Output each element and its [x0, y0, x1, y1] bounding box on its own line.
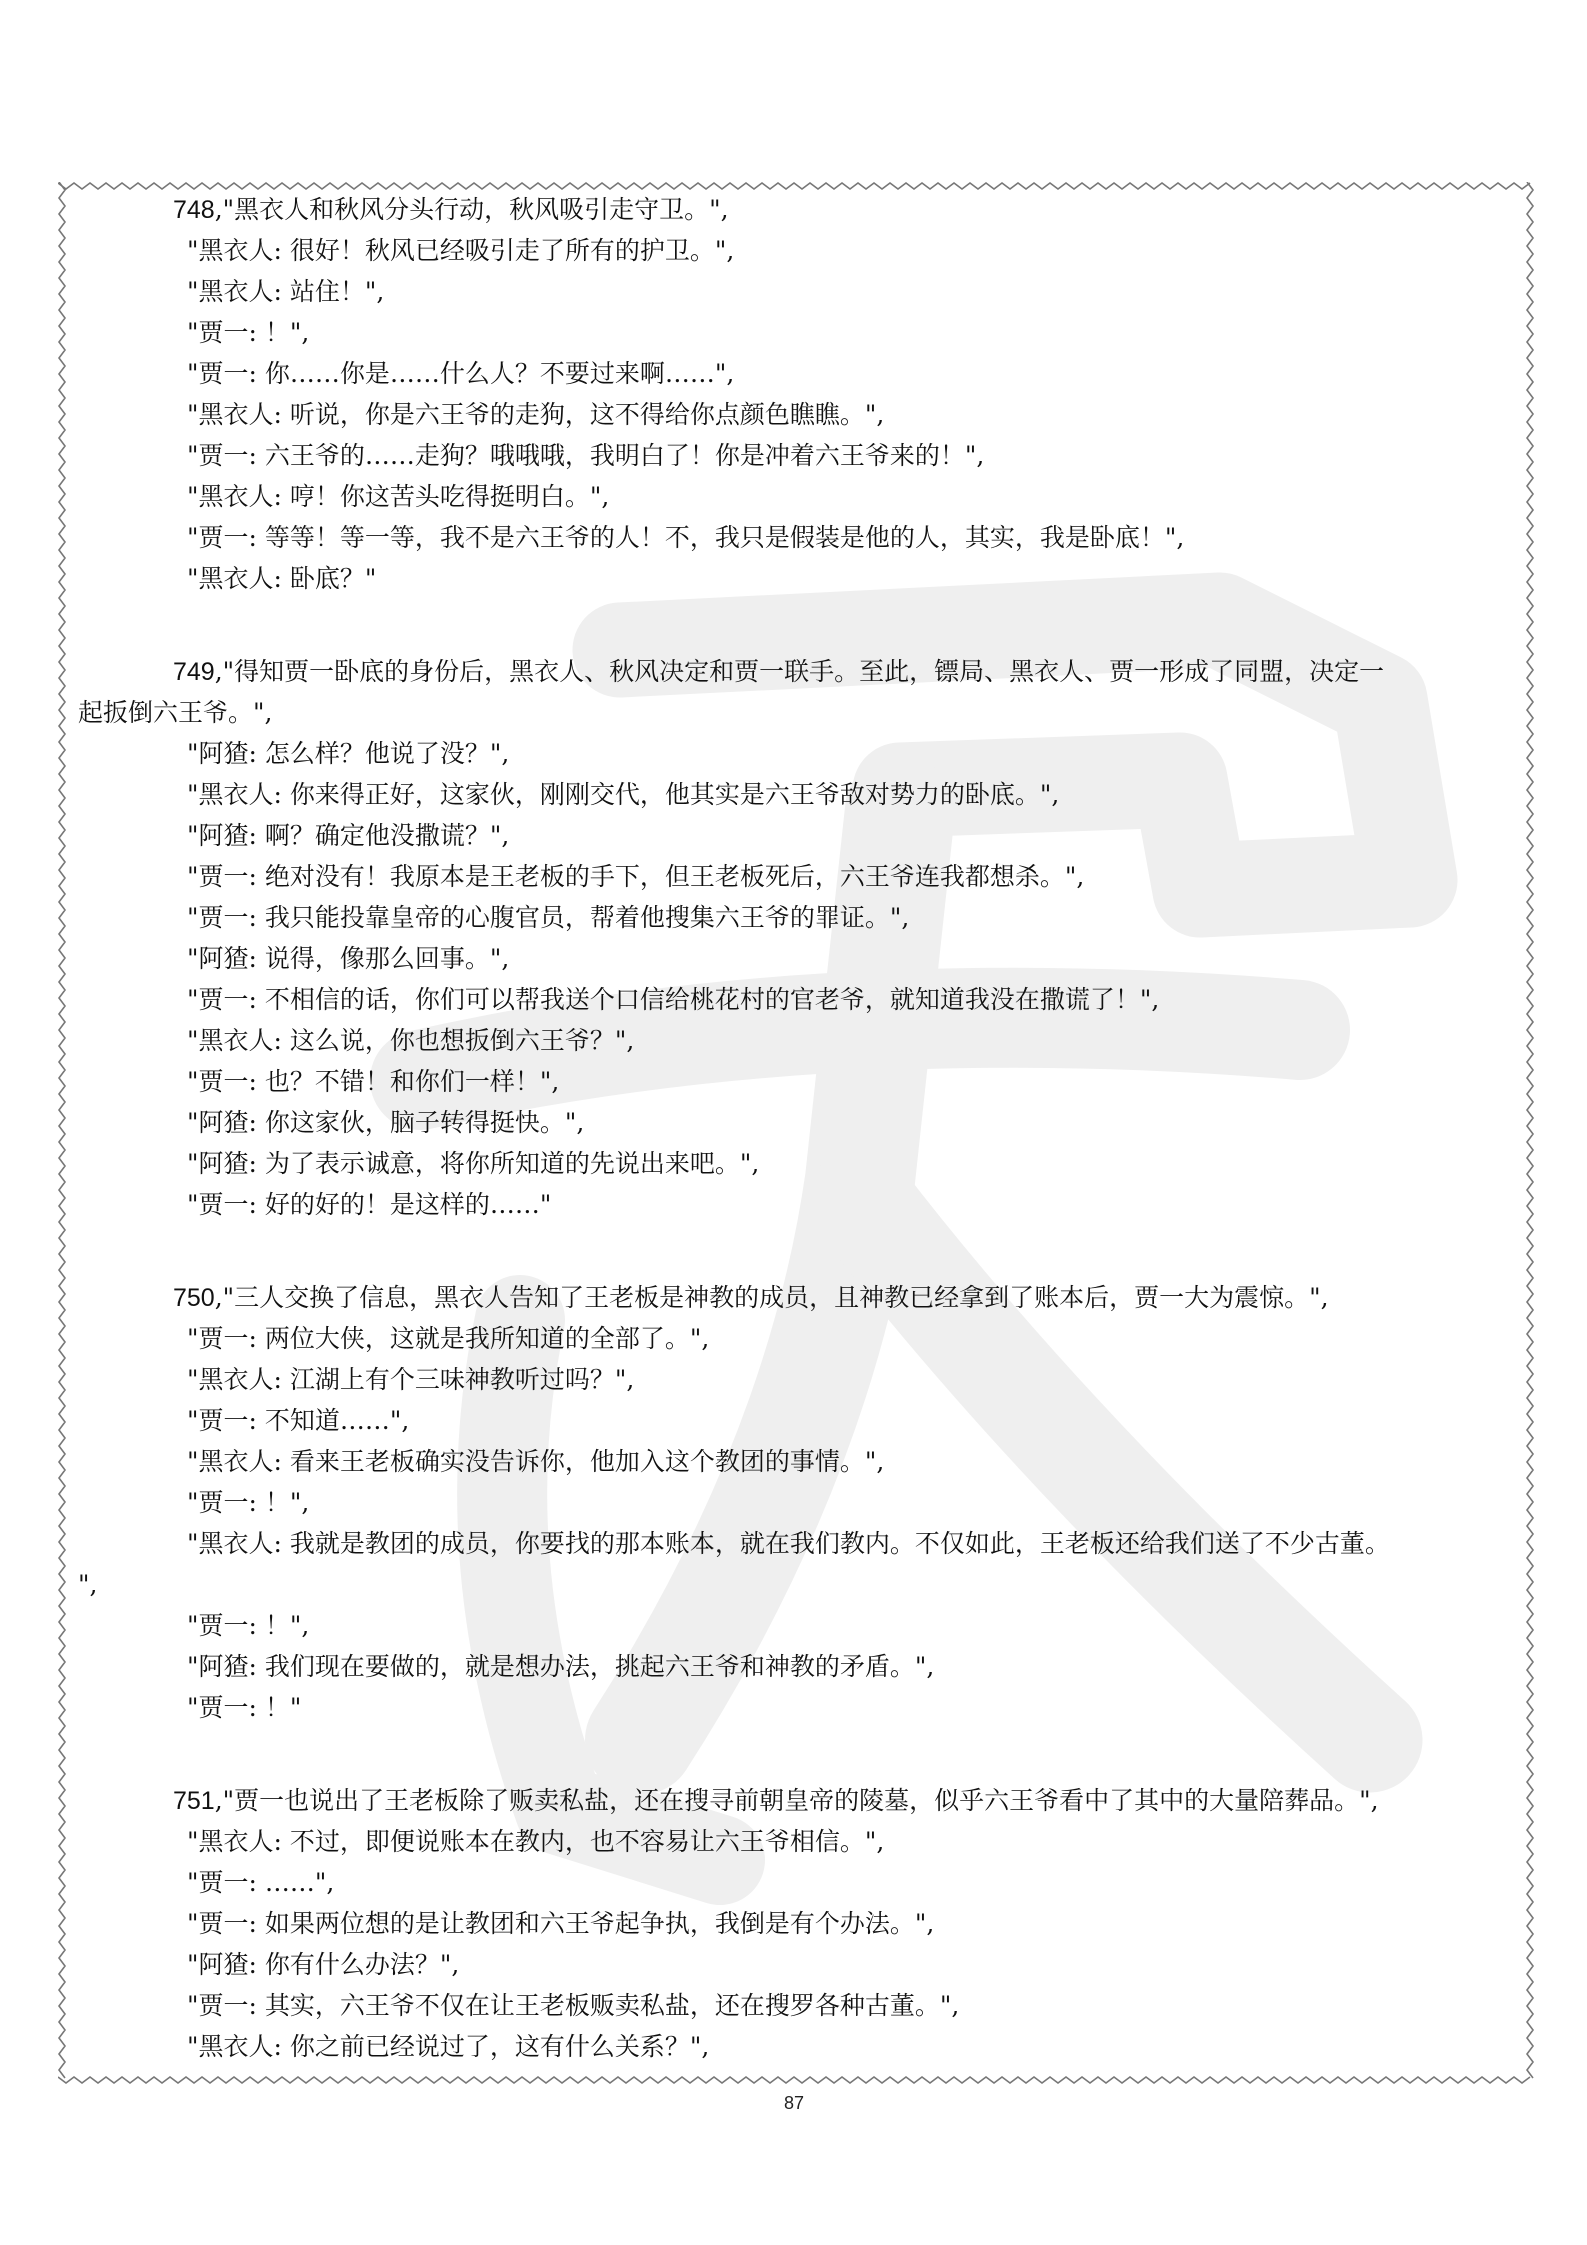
- section-heading: [173, 1281, 1329, 1315]
- dialogue-line: "黑衣人: 听说，你是六王爷的走狗，这不得给你点颜色瞧瞧。",: [187, 400, 885, 429]
- dialogue-line: "贾一: 不知道……",: [187, 1406, 410, 1435]
- section-number: 749: [173, 658, 215, 686]
- dialogue-line: "阿猹: 啊？确定他没撒谎？",: [187, 821, 510, 850]
- dialogue-line: "黑衣人: 江湖上有个三味神教听过吗？",: [187, 1365, 635, 1394]
- dialogue-line: "黑衣人: 你来得正好，这家伙，刚刚交代，他其实是六王爷敌对势力的卧底。",: [187, 780, 1060, 809]
- dialogue-line: "阿猹: 说得，像那么回事。",: [187, 944, 510, 973]
- dialogue-line: "黑衣人: 站住！",: [187, 277, 385, 306]
- dialogue-line: "黑衣人: 不过，即便说账本在教内，也不容易让六王爷相信。",: [187, 1827, 885, 1856]
- dialogue-line: "黑衣人: 我就是教团的成员，你要找的那本账本，就在我们教内。不仅如此，王老板还给我们送了不少古董。: [187, 1529, 1390, 1558]
- dialogue-line: "贾一: ！": [187, 1693, 302, 1722]
- dialogue-line: "贾一: 我只能投靠皇帝的心腹官员，帮着他搜集六王爷的罪证。",: [187, 903, 910, 932]
- dialogue-line: "贾一: 也？不错！和你们一样！",: [187, 1067, 560, 1096]
- dialogue-line: "阿猹: 为了表示诚意，将你所知道的先说出来吧。",: [187, 1149, 760, 1178]
- dialogue-line: "黑衣人: 看来王老板确实没告诉你，他加入这个教团的事情。",: [187, 1447, 885, 1476]
- section-lead: ,"三人交换了信息，黑衣人告知了王老板是神教的成员，且神教已经拿到了账本后，贾一大为震惊。",: [214, 1283, 1329, 1312]
- section-number: 748: [173, 196, 215, 224]
- dialogue-line: "阿猹: 怎么样？他说了没？",: [187, 739, 510, 768]
- section-heading: [173, 193, 729, 227]
- dialogue-line: "贾一: 两位大侠，这就是我所知道的全部了。",: [187, 1324, 710, 1353]
- dialogue-line: "贾一: 等等！等一等，我不是六王爷的人！不，我只是假装是他的人，其实，我是卧底！",: [187, 523, 1185, 552]
- dialogue-line: "贾一: ！",: [187, 318, 310, 347]
- section-number: 751: [173, 1787, 215, 1815]
- dialogue-line: "贾一: 绝对没有！我原本是王老板的手下，但王老板死后，六王爷连我都想杀。",: [187, 862, 1085, 891]
- page-number: 87: [783, 2093, 805, 2113]
- dialogue-line: "贾一: 你……你是……什么人？不要过来啊……",: [187, 359, 735, 388]
- section-lead: ,"黑衣人和秋风分头行动，秋风吸引走守卫。",: [214, 195, 729, 224]
- dialogue-line: "贾一: 好的好的！是这样的……": [187, 1190, 552, 1219]
- dialogue-line: "黑衣人: 这么说，你也想扳倒六王爷？",: [187, 1026, 635, 1055]
- dialogue-line: "黑衣人: 你之前已经说过了，这有什么关系？",: [187, 2032, 710, 2061]
- section-lead: ,"贾一也说出了王老板除了贩卖私盐，还在搜寻前朝皇帝的陵墓，似乎六王爷看中了其中的大量陪葬品。",: [214, 1786, 1379, 1815]
- dialogue-line: "贾一: 如果两位想的是让教团和六王爷起争执，我倒是有个办法。",: [187, 1909, 935, 1938]
- section-heading: [173, 655, 1384, 689]
- section-lead: ,"得知贾一卧底的身份后，黑衣人、秋风决定和贾一联手。至此，镖局、黑衣人、贾一形成了同盟，决定一: [214, 657, 1385, 686]
- dialogue-line: "贾一: ……",: [187, 1868, 335, 1897]
- section-heading: [173, 1784, 1379, 1818]
- dialogue-line: "黑衣人: 哼！你这苦头吃得挺明白。",: [187, 482, 610, 511]
- dialogue-line: "贾一: 六王爷的……走狗？哦哦哦，我明白了！你是冲着六王爷来的！",: [187, 441, 985, 470]
- dialogue-line: "黑衣人: 卧底？": [187, 564, 377, 593]
- dialogue-line: "贾一: ！",: [187, 1488, 310, 1517]
- dialogue-line: "黑衣人: 很好！秋风已经吸引走了所有的护卫。",: [187, 236, 735, 265]
- section-number: 750: [173, 1284, 215, 1312]
- dialogue-line: "贾一: ！",: [187, 1611, 310, 1640]
- dialogue-line: "阿猹: 我们现在要做的，就是想办法，挑起六王爷和神教的矛盾。",: [187, 1652, 935, 1681]
- section-lead-continued: 起扳倒六王爷。",: [78, 698, 273, 727]
- dialogue-line: "阿猹: 你这家伙，脑子转得挺快。",: [187, 1108, 585, 1137]
- dialogue-line: "贾一: 其实，六王爷不仅在让王老板贩卖私盐，还在搜罗各种古董。",: [187, 1991, 960, 2020]
- dialogue-line: "贾一: 不相信的话，你们可以帮我送个口信给桃花村的官老爷，就知道我没在撒谎了！",: [187, 985, 1160, 1014]
- dialogue-line-continued: ",: [78, 1570, 98, 1599]
- dialogue-line: "阿猹: 你有什么办法？",: [187, 1950, 460, 1979]
